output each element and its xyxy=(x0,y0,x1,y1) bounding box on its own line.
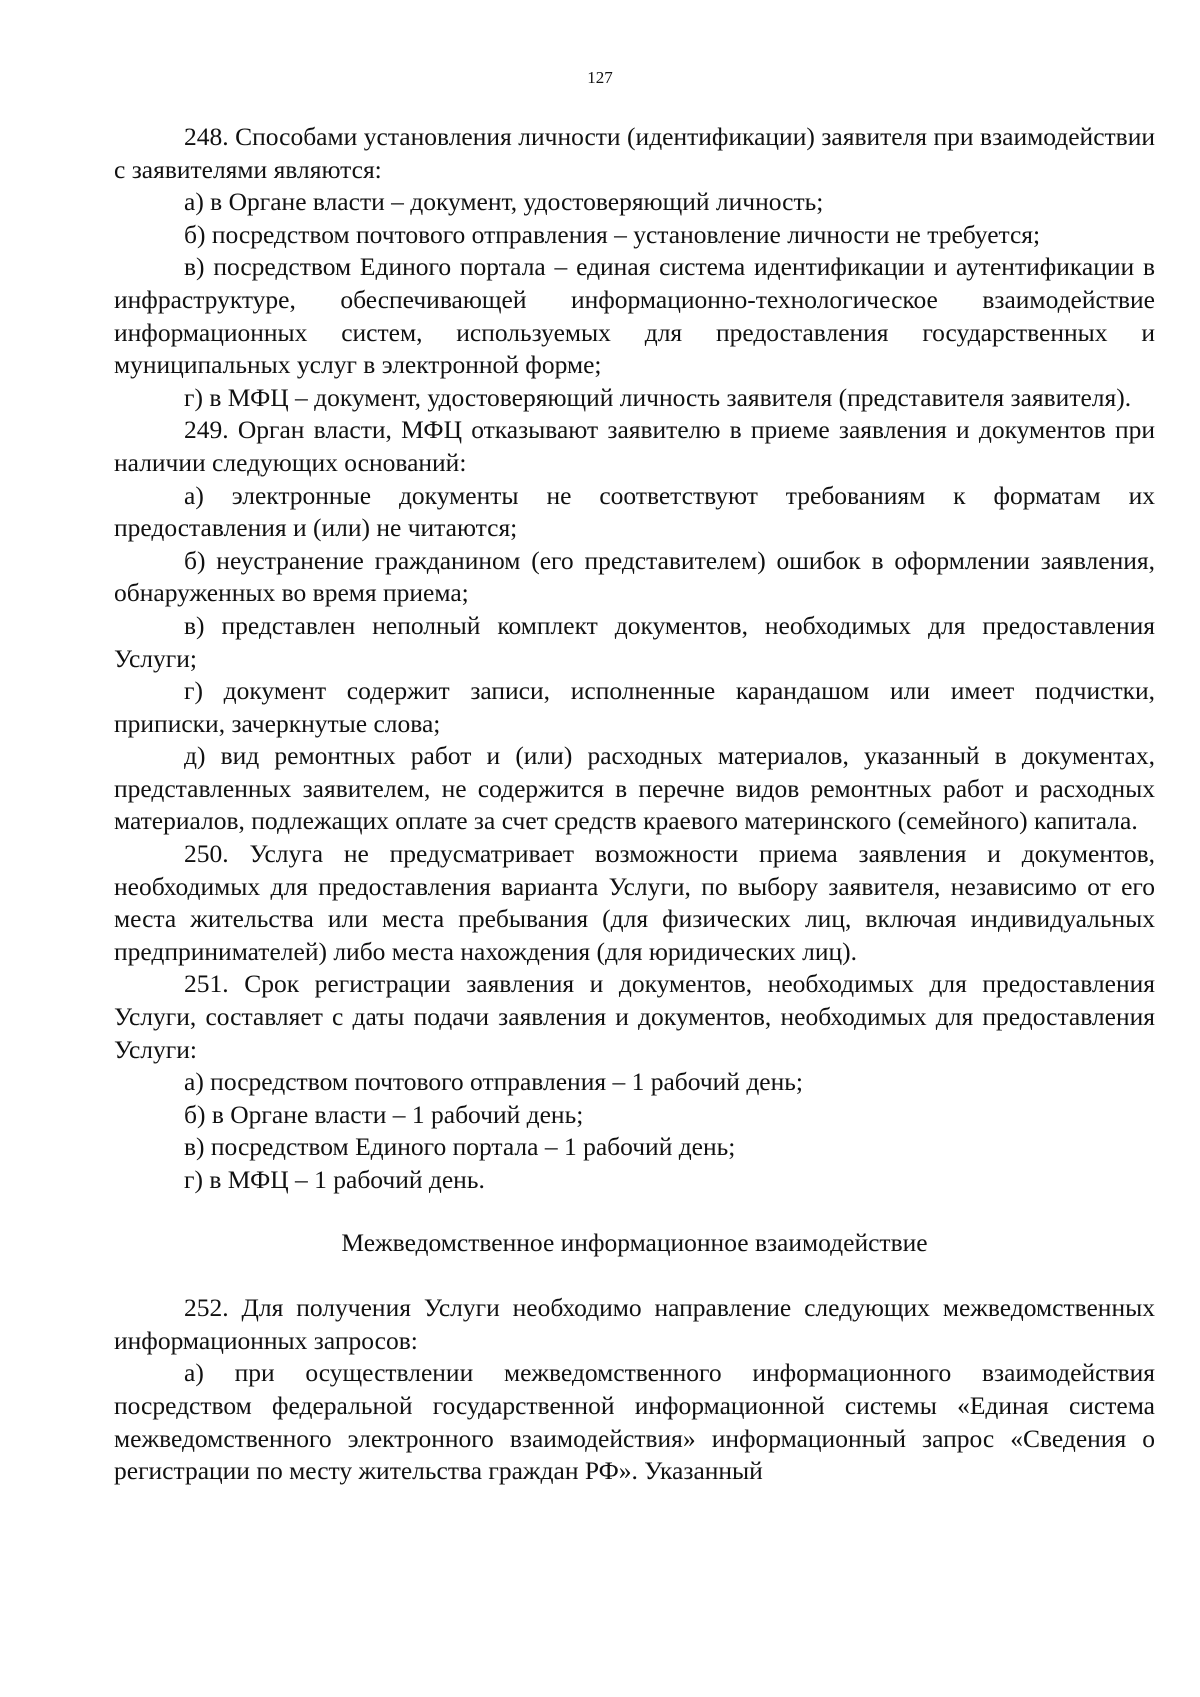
paragraph-248: 248. Способами установления личности (идентификации) заявителя при взаимодействии с заявителями являются: xyxy=(114,122,1155,184)
list-item-251-d: г) в МФЦ – 1 рабочий день. xyxy=(184,1165,485,1194)
paragraph-250: 250. Услуга не предусматривает возможности приема заявления и документов, необходимых для предоставления варианта Услуги, по выбору заявителя, независимо от его места жительства или места пребывания (для физических лиц, включая индивидуальных предпринимателей) либо места нахождения (для юридических лиц). xyxy=(114,839,1155,966)
list-item-252-a: а) при осуществлении межведомственного информационного взаимодействия посредством федеральной государственной информационной системы «Единая система межведомственного электронного взаимодействия» информационный запрос «Сведения о регистрации по месту жительства граждан РФ». Указанный xyxy=(114,1358,1155,1486)
paragraph-251: 251. Срок регистрации заявления и документов, необходимых для предоставления Услуги, составляет с даты подачи заявления и документов, необходимых для предоставления Услуги: xyxy=(114,969,1155,1064)
list-item-251-c: в) посредством Единого портала – 1 рабочий день; xyxy=(184,1132,736,1162)
list-item-251-b: б) в Органе власти – 1 рабочий день; xyxy=(184,1099,584,1129)
paragraph-252: 252. Для получения Услуги необходимо направление следующих межведомственных информационных запросов: xyxy=(114,1293,1155,1355)
list-item-249-b: б) неустранение гражданином (его представителем) ошибок в оформлении заявления, обнаруженных во время приема; xyxy=(114,545,1155,608)
list-item-249-a: а) электронные документы не соответствуют требованиям к форматам их предоставления и (или) не читаются; xyxy=(114,480,1155,543)
list-item-248-d: г) в МФЦ – документ, удостоверяющий личность заявителя (представителя заявителя). xyxy=(184,382,1132,412)
section-heading: Межведомственное информационное взаимодействие xyxy=(341,1227,928,1257)
document-body xyxy=(114,121,1155,1488)
list-item-249-e: д) вид ремонтных работ и (или) расходных материалов, указанный в документах, представленных заявителем, не содержится в перечне видов ремонтных работ и расходных материалов, подлежащих оплате за счет средств краевого материнского (семейного) капитала. xyxy=(114,741,1155,836)
list-item-248-c: в) посредством Единого портала – единая система идентификации и аутентификации в инфраструктуре, обеспечивающей информационно-технологическое взаимодействие информационных систем, используемых для предоставления государственных и муниципальных услуг в электронной форме; xyxy=(114,252,1155,380)
list-item-248-a: а) в Органе власти – документ, удостоверяющий личность; xyxy=(184,187,824,217)
paragraph-249: 249. Орган власти, МФЦ отказывают заявителю в приеме заявления и документов при наличии следующих оснований: xyxy=(114,415,1155,477)
list-item-251-a: а) посредством почтового отправления – 1 рабочий день; xyxy=(184,1067,803,1097)
list-item-249-c: в) представлен неполный комплект документов, необходимых для предоставления Услуги; xyxy=(114,610,1155,673)
list-item-249-d: г) документ содержит записи, исполненные карандашом или имеет подчистки, приписки, зачеркнутые слова; xyxy=(114,676,1155,738)
list-item-248-b: б) посредством почтового отправления – установление личности не требуется; xyxy=(184,219,1041,249)
page-number: 127 xyxy=(587,68,613,87)
